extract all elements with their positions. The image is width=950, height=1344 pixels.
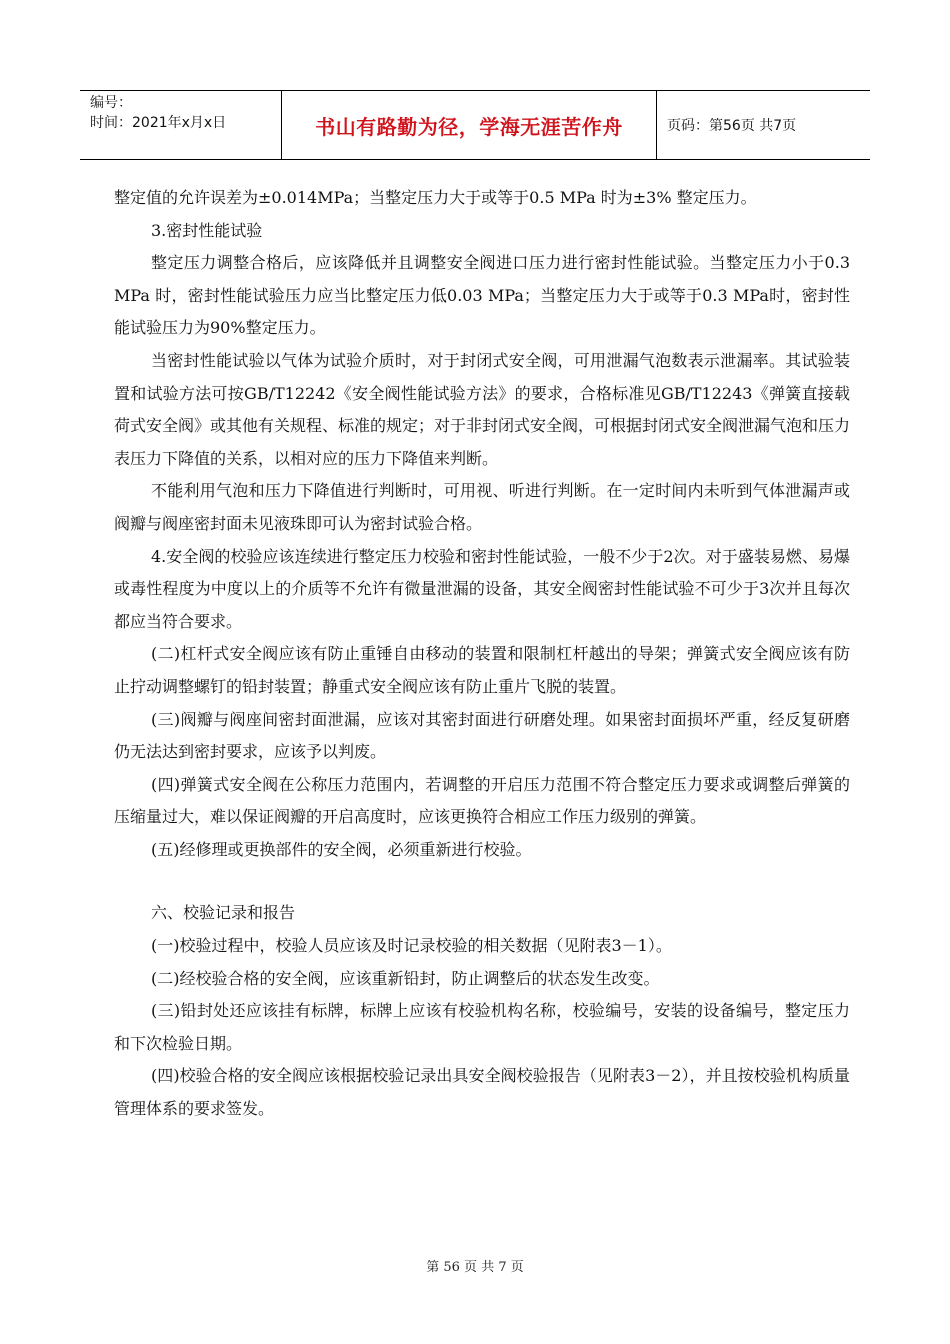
header-page-code: 页码：第56页 共7页 xyxy=(667,118,797,134)
paragraph: (一)校验过程中，校验人员应该及时记录校验的相关数据（见附表3－1）。 xyxy=(151,936,672,956)
document-number-label: 编号： xyxy=(90,95,132,111)
section-title: 六、校验记录和报告 xyxy=(151,903,296,923)
document-time: 时间：2021年x月x日 xyxy=(90,115,227,131)
page-footer: 第 56 页 共 7 页 xyxy=(426,1260,524,1275)
document-body xyxy=(114,182,850,1126)
paragraph: (二)经校验合格的安全阀，应该重新铅封，防止调整后的状态发生改变。 xyxy=(151,968,660,988)
paragraph: 整定值的允许误差为±0.014MPa；当整定压力大于或等于0.5 MPa 时为±3% 整定压力。 xyxy=(114,188,757,207)
paragraph: (二)杠杆式安全阀应该有防止重锤自由移动的装置和限制杠杆越出的导架；弹簧式安全阀应该有防止拧动调整螺钉的铅封装置；静重式安全阀应该有防止重片飞脱的装置。 xyxy=(114,644,850,696)
subheading: 3.密封性能试验 xyxy=(151,220,263,240)
paragraph: (三)阀瓣与阀座间密封面泄漏，应该对其密封面进行研磨处理。如果密封面损坏严重，经反复研磨仍无法达到密封要求，应该予以判废。 xyxy=(114,709,850,762)
paragraph: (三)铅封处还应该挂有标牌，标牌上应该有校验机构名称，校验编号，安装的设备编号，整定压力和下次检验日期。 xyxy=(114,1001,850,1053)
paragraph: (五)经修理或更换部件的安全阀，必须重新进行校验。 xyxy=(151,839,532,859)
page-header xyxy=(80,90,870,160)
header-meta xyxy=(80,91,282,159)
section-spacer xyxy=(114,866,850,897)
paragraph: (四)弹簧式安全阀在公称压力范围内，若调整的开启压力范围不符合整定压力要求或调整后弹簧的压缩量过大，难以保证阀瓣的开启高度时，应该更换符合相应工作压力级别的弹簧。 xyxy=(114,774,850,827)
paragraph: 不能利用气泡和压力下降值进行判断时，可用视、听进行判断。在一定时间内未听到气体泄漏声或阀瓣与阀座密封面未见液珠即可认为密封试验合格。 xyxy=(114,481,850,533)
header-motto: 书山有路勤为径，学海无涯苦作舟 xyxy=(282,91,657,159)
paragraph: 4.安全阀的校验应该连续进行整定压力校验和密封性能试验，一般不少于2次。对于盛装易燃、易爆或毒性程度为中度以上的介质等不允许有微量泄漏的设备，其安全阀密封性能试验不可少于3次并且每次都应当符合要求。 xyxy=(114,546,850,631)
paragraph: (四)校验合格的安全阀应该根据校验记录出具安全阀校验报告（见附表3－2），并且按校验机构质量管理体系的要求签发。 xyxy=(114,1066,850,1119)
paragraph: 当密封性能试验以气体为试验介质时，对于封闭式安全阀，可用泄漏气泡数表示泄漏率。其试验装置和试验方法可按GB/T12242《安全阀性能试验方法》的要求，合格标准见GB/T12243《弹簧直接载荷式安全阀》或其他有关规程、标准的规定；对于非封闭式安全阀，可根据封闭式安全阀泄漏气泡和压力表压力下降值的关系，以相对应的压力下降值来判断。 xyxy=(114,350,851,468)
paragraph: 整定压力调整合格后，应该降低并且调整安全阀进口压力进行密封性能试验。当整定压力小于0.3 MPa 时，密封性能试验压力应当比整定压力低0.03 MPa；当整定压力大于或等于0.3 MPa时，密封性能试验压力为90%整定压力。 xyxy=(114,253,850,338)
